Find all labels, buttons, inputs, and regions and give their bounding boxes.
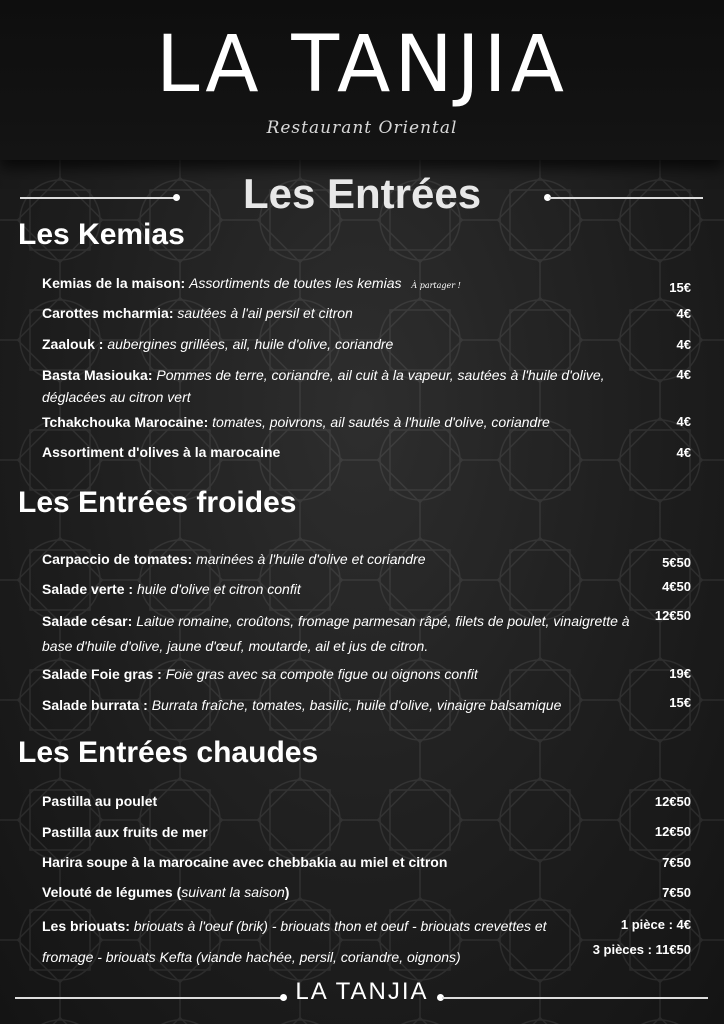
item-price: 7€50 bbox=[662, 855, 691, 870]
item-name: Salade Foie gras : bbox=[42, 666, 162, 682]
item-name: Pastilla au poulet bbox=[42, 793, 158, 809]
item-desc: aubergines grillées, ail, huile d'olive, coriandre bbox=[107, 336, 394, 352]
menu-item bbox=[42, 548, 632, 570]
menu-item bbox=[42, 333, 632, 355]
item-price: 1 pièce : 4€ bbox=[620, 917, 691, 932]
section-title-chaudes: Les Entrées chaudes bbox=[18, 736, 319, 769]
item-price: 4€ bbox=[676, 337, 691, 352]
item-desc: suivant la saison bbox=[181, 884, 285, 900]
menu-item bbox=[42, 609, 632, 659]
item-price-secondary: 3 pièces : 11€50 bbox=[592, 942, 691, 957]
item-price: 4€ bbox=[676, 445, 691, 460]
item-name-tail: ) bbox=[284, 884, 290, 900]
item-desc: Foie gras avec sa compote figue ou oignons confit bbox=[165, 666, 478, 682]
item-price: 5€50 bbox=[662, 555, 691, 570]
item-price: 15€ bbox=[669, 695, 691, 710]
item-desc: marinées à l'huile d'olive et coriandre bbox=[196, 551, 426, 567]
item-name: Pastilla aux fruits de mer bbox=[42, 824, 208, 840]
item-price: 15€ bbox=[669, 280, 691, 295]
page-title: Les Entrées bbox=[242, 170, 482, 217]
menu-item bbox=[42, 441, 632, 463]
item-name: Basta Masiouka: bbox=[42, 367, 153, 383]
menu-item bbox=[42, 821, 632, 843]
item-price: 4€ bbox=[676, 414, 691, 429]
item-name: Harira soupe à la marocaine avec chebbakia au miel et citron bbox=[42, 854, 448, 870]
item-name: Tchakchouka Marocaine: bbox=[42, 414, 209, 430]
item-price: 7€50 bbox=[662, 885, 691, 900]
item-desc: Burrata fraîche, tomates, basilic, huile d'olive, vinaigre balsamique bbox=[151, 697, 562, 713]
menu-item bbox=[42, 364, 632, 408]
item-name: Kemias de la maison: bbox=[42, 275, 186, 291]
item-desc: tomates, poivrons, ail sautés à l'huile d'olive, coriandre bbox=[212, 414, 550, 430]
item-name: Les briouats: bbox=[42, 918, 130, 934]
item-desc: huile d'olive et citron confit bbox=[136, 581, 301, 597]
item-desc: Pommes de terre, coriandre, ail cuit à la vapeur, sautées à l'huile d'olive, déglacées au citron vert bbox=[42, 367, 605, 405]
footer-brand: LA TANJIA bbox=[295, 978, 429, 1005]
menu-item bbox=[42, 694, 632, 716]
item-price: 4€ bbox=[676, 367, 691, 382]
item-price: 19€ bbox=[669, 666, 691, 681]
item-name: Salade burrata : bbox=[42, 697, 148, 713]
item-note: À partager ! bbox=[411, 281, 461, 290]
item-price: 4€ bbox=[676, 306, 691, 321]
footer-rule-right bbox=[442, 997, 708, 999]
item-name: Assortiment d'olives à la marocaine bbox=[42, 444, 281, 460]
restaurant-tagline: Restaurant Oriental bbox=[266, 118, 458, 138]
item-name: Velouté de légumes ( bbox=[42, 884, 182, 900]
item-price: 12€50 bbox=[654, 794, 691, 809]
menu-item bbox=[42, 911, 582, 973]
item-desc: Assortiments de toutes les kemias bbox=[189, 275, 402, 291]
restaurant-logo-name: LA TANJIA bbox=[155, 20, 569, 110]
menu-item bbox=[42, 790, 632, 812]
menu-item bbox=[42, 272, 632, 297]
item-name: Carpaccio de tomates: bbox=[42, 551, 193, 567]
menu-item bbox=[42, 302, 632, 324]
menu-item bbox=[42, 851, 632, 873]
menu-item bbox=[42, 411, 632, 433]
item-price: 12€50 bbox=[654, 824, 691, 839]
item-price: 4€50 bbox=[662, 579, 691, 594]
item-name: Salade verte : bbox=[42, 581, 134, 597]
menu-item bbox=[42, 578, 632, 600]
item-name: Salade césar: bbox=[42, 613, 133, 629]
section-title-kemias: Les Kemias bbox=[18, 218, 185, 251]
menu-item bbox=[42, 663, 632, 685]
item-name: Zaalouk : bbox=[42, 336, 104, 352]
header-band bbox=[0, 0, 724, 160]
item-desc: Laitue romaine, croûtons, fromage parmesan râpé, filets de poulet, vinaigrette à base d'huile d'olive, jaune d'œuf, moutarde, ail et jus de citron. bbox=[42, 613, 630, 654]
section-title-froides: Les Entrées froides bbox=[18, 486, 297, 519]
item-desc: briouats à l'oeuf (brik) - briouats thon et oeuf - briouats crevettes et fromage - briouats Kefta (viande hachée, persil, coriandre, oignons) bbox=[42, 918, 547, 965]
item-price: 12€50 bbox=[654, 608, 691, 623]
menu-item bbox=[42, 881, 632, 903]
title-rule-right bbox=[549, 197, 703, 199]
item-name: Carottes mcharmia: bbox=[42, 305, 174, 321]
item-desc: sautées à l'ail persil et citron bbox=[177, 305, 353, 321]
